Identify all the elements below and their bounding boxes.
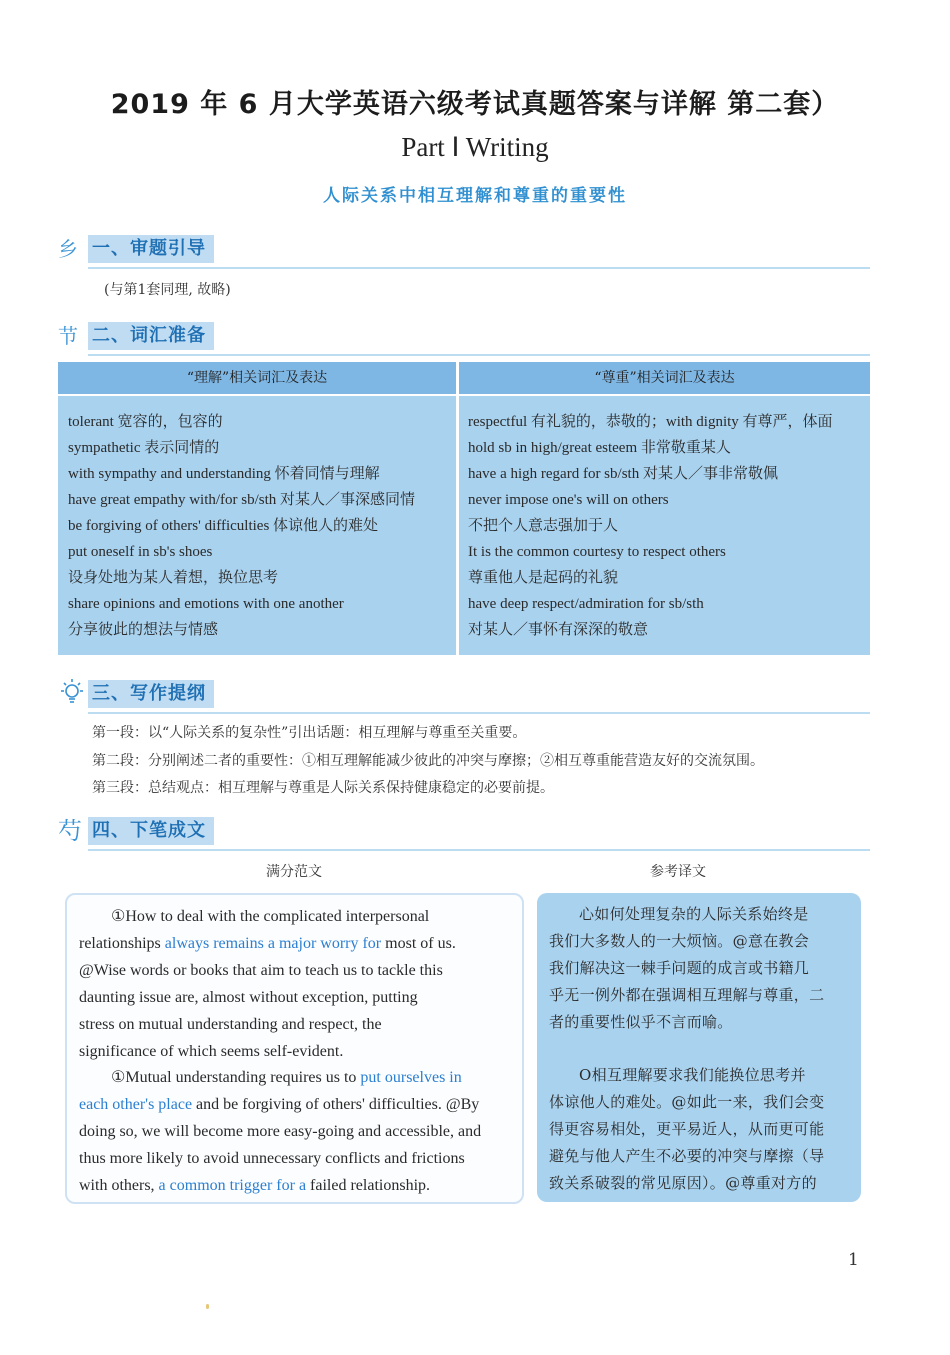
essay-line bbox=[79, 1064, 509, 1091]
essay-line: daunting issue are, almost without exception, putting bbox=[79, 989, 418, 1006]
section-divider bbox=[88, 712, 870, 714]
essay-highlight: a common trigger for a bbox=[158, 1177, 307, 1194]
vocab-item: tolerant 宽容的，包容的 bbox=[68, 414, 223, 430]
vocab-item: 分享彼此的想法与情感 bbox=[68, 622, 219, 638]
vocab-item: have great empathy with/for sb/sth 对某人／事深感同情 bbox=[68, 492, 416, 508]
section-header-3 bbox=[58, 678, 870, 712]
section-label: 一、审题引导 bbox=[88, 235, 214, 263]
part-title: Part Ⅰ Writing bbox=[401, 132, 549, 162]
vocab-table bbox=[58, 362, 870, 655]
translation-panel bbox=[537, 893, 861, 1202]
translation-line: 避免与他人产生不必要的冲突与摩擦（导 bbox=[549, 1147, 825, 1165]
vocab-item: have deep respect/admiration for sb/sth bbox=[468, 596, 704, 612]
decorative-glyph-icon: 乡 bbox=[58, 237, 78, 261]
vocab-item: sympathetic 表示同情的 bbox=[68, 440, 220, 456]
vocab-item: put oneself in sb's shoes bbox=[68, 544, 213, 560]
vocab-column-right bbox=[468, 409, 868, 643]
section-note: (与第1套同理, 故略) bbox=[104, 282, 231, 298]
outline-line-2: 第二段：分别阐述二者的重要性：①相互理解能减少彼此的冲突与摩擦；②相互尊重能营造友好的交流氛围。 bbox=[92, 753, 764, 769]
outline-line-3: 第三段：总结观点：相互理解与尊重是人际关系保持健康稳定的必要前提。 bbox=[92, 780, 554, 796]
vocab-item: It is the common courtesy to respect others bbox=[468, 544, 726, 560]
vocab-item: with sympathy and understanding 怀着同情与理解 bbox=[68, 466, 380, 482]
page-title: 2019 年 6 月大学英语六级考试真题答案与详解 第二套） bbox=[110, 89, 840, 120]
page-number: 1 bbox=[848, 1250, 859, 1270]
vocab-item: 对某人／事怀有深深的敬意 bbox=[468, 622, 649, 638]
essay-line: doing so, we will become more easy-going and accessible, and bbox=[79, 1123, 482, 1140]
section-label: 三、写作提纲 bbox=[88, 680, 214, 708]
translation-line: 心如何处理复杂的人际关系始终是 bbox=[579, 905, 809, 923]
essay-line bbox=[79, 930, 509, 957]
vocab-header-right: “尊重”相关词汇及表达 bbox=[459, 362, 870, 394]
essay-line bbox=[79, 1091, 509, 1118]
essay-panel bbox=[65, 893, 524, 1204]
essay-column-header: 满分范文 bbox=[266, 864, 322, 880]
translation-line: 乎无一例外都在强调相互理解与尊重，二 bbox=[549, 986, 825, 1004]
essay-text: with others, bbox=[79, 1177, 159, 1194]
outline-line-1: 第一段：以“人际关系的复杂性”引出话题：相互理解与尊重至关重要。 bbox=[92, 725, 527, 741]
essay-text: ①Mutual understanding requires us to bbox=[111, 1069, 361, 1086]
section-divider bbox=[88, 849, 870, 851]
topic-title: 人际关系中相互理解和尊重的重要性 bbox=[323, 186, 627, 206]
essay-text: and be forgiving of others' difficulties. @By bbox=[192, 1096, 480, 1113]
section-divider bbox=[88, 267, 870, 269]
translation-column-header: 参考译文 bbox=[650, 864, 706, 880]
translation-line: 体谅他人的难处。@如此一来，我们会变 bbox=[549, 1093, 825, 1111]
essay-highlight: put ourselves in bbox=[360, 1069, 462, 1086]
section-label: 二、词汇准备 bbox=[88, 322, 214, 350]
vocab-item: 不把个人意志强加于人 bbox=[468, 518, 619, 534]
essay-line: significance of which seems self-evident. bbox=[79, 1043, 344, 1060]
vocab-item: respectful 有礼貌的，恭敬的；with dignity 有尊严，体面 bbox=[468, 414, 833, 430]
table-divider bbox=[456, 362, 459, 655]
section-label: 四、下笔成文 bbox=[88, 817, 214, 845]
vocab-item: 设身处地为某人着想，换位思考 bbox=[68, 570, 279, 586]
translation-line: 得更容易相处，更平易近人，从而更可能 bbox=[549, 1120, 825, 1138]
essay-line: @Wise words or books that aim to teach us to tackle this bbox=[79, 962, 443, 979]
vocab-item: never impose one's will on others bbox=[468, 492, 669, 508]
table-divider bbox=[58, 394, 870, 396]
essay-highlight: always remains a major worry for bbox=[164, 935, 382, 952]
decorative-glyph-icon: 节 bbox=[58, 324, 78, 348]
translation-line: O相互理解要求我们能换位思考并 bbox=[579, 1066, 806, 1084]
vocab-item: 尊重他人是起码的礼貌 bbox=[468, 570, 619, 586]
translation-line: 致关系破裂的常见原因）。@尊重对方的 bbox=[549, 1174, 817, 1192]
essay-text: failed relationship. bbox=[306, 1177, 431, 1194]
essay-text: relationships bbox=[79, 935, 165, 952]
vocab-item: have a high regard for sb/sth 对某人／事非常敬佩 bbox=[468, 466, 778, 482]
essay-highlight: each other's place bbox=[79, 1096, 193, 1113]
vocab-header-left: “理解”相关词汇及表达 bbox=[58, 362, 456, 394]
vocab-item: hold sb in high/great esteem 非常敬重某人 bbox=[468, 440, 731, 456]
section-header-1 bbox=[58, 233, 870, 267]
section-header-2 bbox=[58, 320, 870, 354]
essay-line: stress on mutual understanding and respect, the bbox=[79, 1016, 382, 1033]
essay-text: most of us. bbox=[381, 935, 456, 952]
section-header-4 bbox=[58, 815, 870, 849]
translation-line: 者的重要性似乎不言而喻。 bbox=[549, 1013, 733, 1031]
vocab-column-left bbox=[68, 409, 453, 643]
section-divider bbox=[88, 354, 870, 356]
translation-line: 我们解决这一棘手问题的成言或书籍几 bbox=[549, 959, 810, 977]
translation-line: 我们大多数人的一大烦恼。@意在教会 bbox=[549, 932, 810, 950]
vocab-item: share opinions and emotions with one another bbox=[68, 596, 344, 612]
essay-line bbox=[79, 1172, 509, 1199]
lightbulb-icon bbox=[58, 678, 90, 710]
scan-speck bbox=[206, 1304, 209, 1309]
vocab-item: be forgiving of others' difficulties 体谅他人的难处 bbox=[68, 518, 379, 534]
essay-line: thus more likely to avoid unnecessary conflicts and frictions bbox=[79, 1150, 465, 1167]
decorative-glyph-icon: 芍 bbox=[58, 817, 82, 845]
essay-line: ①How to deal with the complicated interpersonal bbox=[111, 908, 430, 925]
